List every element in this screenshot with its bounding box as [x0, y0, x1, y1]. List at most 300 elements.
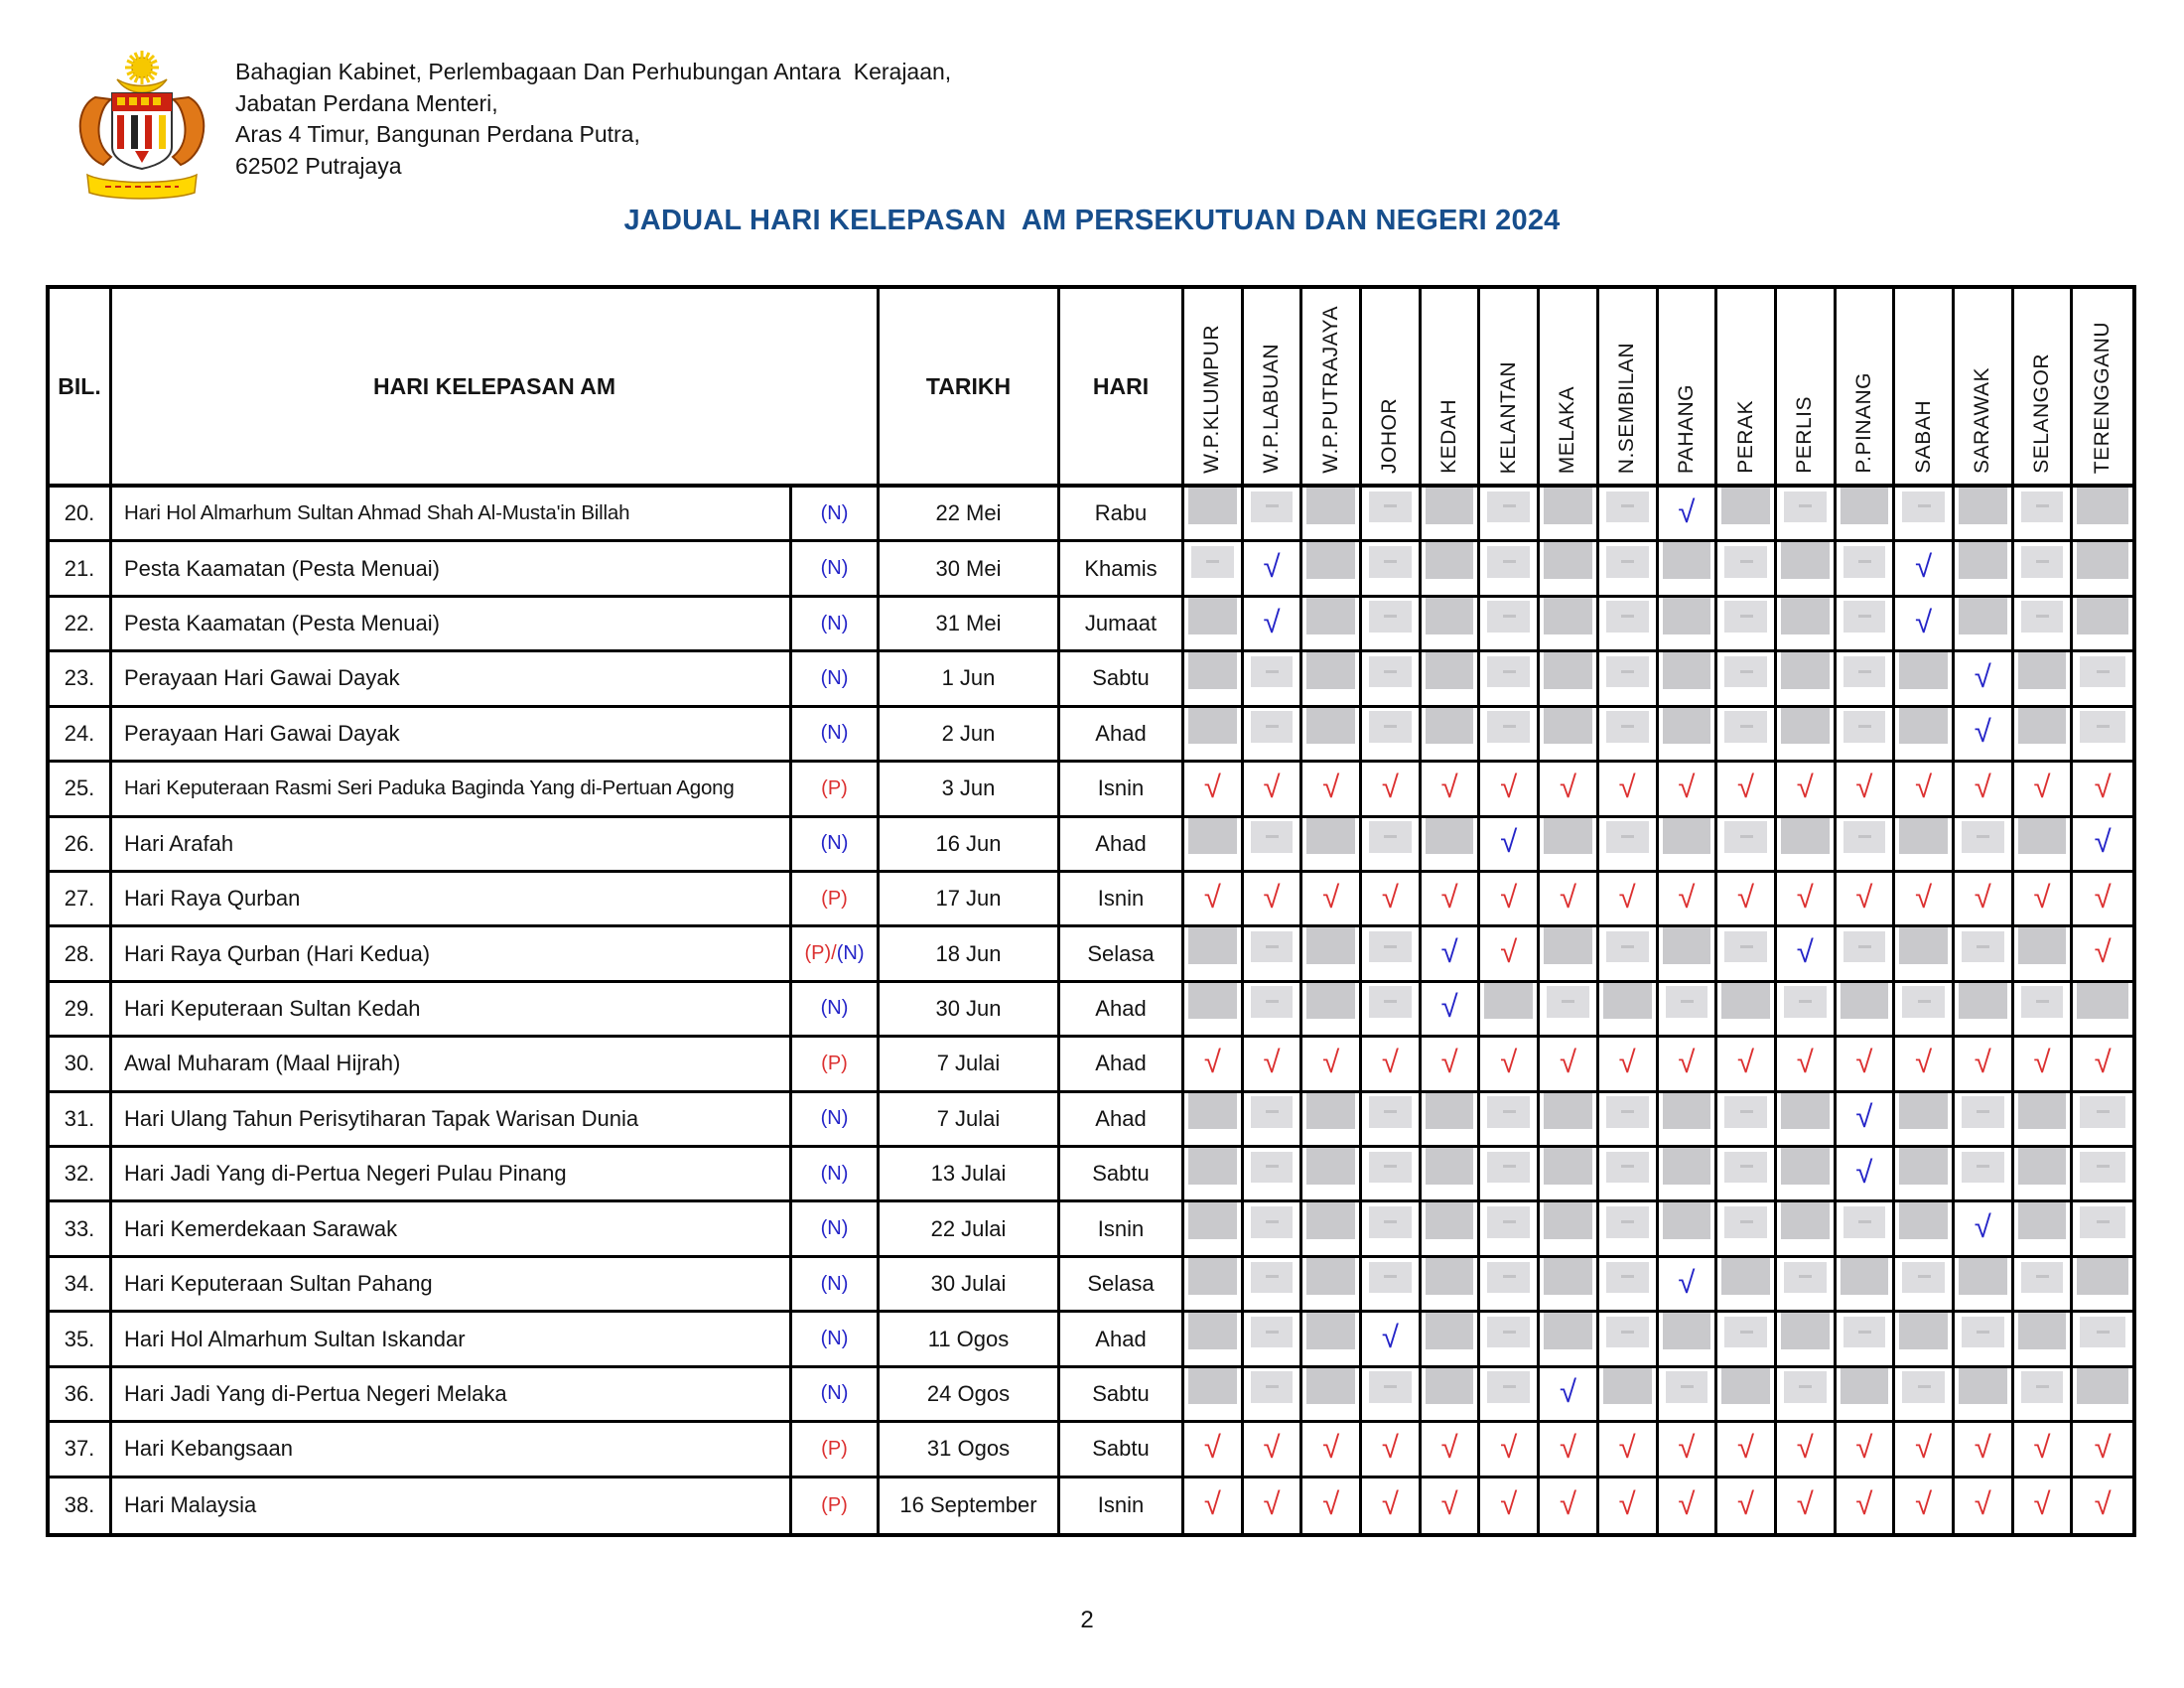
state-cell: [1837, 983, 1896, 1038]
shade-dark-block: [2018, 652, 2067, 689]
state-cell: [1244, 652, 1303, 707]
malaysia-coat-of-arms-logo: [58, 46, 226, 201]
shade-dark-block: [1426, 598, 1474, 634]
row-tarikh: 31 Mei: [880, 598, 1060, 652]
type-marker: (N): [820, 612, 849, 634]
row-tarikh: 31 Ogos: [880, 1423, 1060, 1477]
state-cell: [2073, 1093, 2132, 1148]
shade-dark-block: [1306, 927, 1355, 964]
row-tarikh: 7 Julai: [880, 1093, 1060, 1148]
shade-dark-block: [1484, 983, 1533, 1020]
state-cell: [1540, 1202, 1599, 1257]
state-cell: [1895, 598, 1955, 652]
row-type: [792, 708, 880, 763]
row-hari: Khamis: [1060, 542, 1184, 597]
row-tarikh: 16 Jun: [880, 818, 1060, 873]
check-mark: √: [1322, 1485, 1340, 1521]
row-tarikh: 22 Julai: [880, 1202, 1060, 1257]
state-cell: [1955, 1313, 2014, 1367]
shade-dark-block: [1544, 598, 1592, 634]
check-mark: √: [1737, 1044, 1755, 1079]
shade-dark-block: [1781, 598, 1830, 634]
row-type: [792, 1258, 880, 1313]
shade-light-block: [1487, 1262, 1530, 1293]
row-hari: Sabtu: [1060, 1148, 1184, 1202]
shade-light-block: [1606, 711, 1649, 742]
state-cell: [1184, 542, 1244, 597]
state-cell: [1895, 1202, 1955, 1257]
check-mark: √: [1796, 1429, 1814, 1465]
shade-dark-block: [1663, 818, 1711, 855]
state-label: PERAK: [1733, 400, 1757, 474]
check-mark: √: [1500, 769, 1518, 804]
state-cell: [1895, 652, 1955, 707]
col-header-state-selangor: [2014, 289, 2074, 488]
state-cell: [1837, 708, 1896, 763]
shade-dark-block: [1426, 1258, 1474, 1295]
state-cell: [1540, 488, 1599, 542]
state-cell: [1717, 598, 1777, 652]
type-marker: (N): [820, 1382, 849, 1405]
state-cell: [1362, 818, 1422, 873]
shade-dark-block: [1426, 1093, 1474, 1130]
check-mark: √: [1263, 604, 1281, 639]
state-cell: [2073, 927, 2132, 982]
state-cell: [1955, 1368, 2014, 1423]
check-mark: √: [2033, 879, 2051, 914]
state-cell: [1895, 818, 1955, 873]
state-cell: [1480, 873, 1540, 927]
row-bil: 31.: [50, 1093, 112, 1148]
shade-dark-block: [1603, 983, 1652, 1020]
shade-dark-block: [1544, 1258, 1592, 1295]
row-bil: 26.: [50, 818, 112, 873]
shade-dark-block: [1721, 983, 1770, 1020]
shade-dark-block: [2077, 1258, 2128, 1295]
shade-light-block: [1962, 1317, 2004, 1347]
row-holiday-name: Pesta Kaamatan (Pesta Menuai): [112, 542, 792, 597]
state-cell: [1422, 1093, 1481, 1148]
state-cell: [2014, 873, 2074, 927]
row-holiday-name: Hari Raya Qurban (Hari Kedua): [112, 927, 792, 982]
check-mark: √: [1915, 1429, 1933, 1465]
shade-dark-block: [1188, 1313, 1237, 1349]
row-holiday-name: Hari Keputeraan Rasmi Seri Paduka Baginda Yang di-Pertuan Agong: [112, 763, 792, 817]
shade-light-block: [1251, 656, 1294, 687]
shade-light-block: [1251, 1096, 1294, 1127]
state-cell: [1599, 1258, 1659, 1313]
row-tarikh: 13 Julai: [880, 1148, 1060, 1202]
state-cell: [1717, 1368, 1777, 1423]
check-mark: √: [1381, 1044, 1399, 1079]
state-cell: [1540, 1313, 1599, 1367]
type-marker: (N): [820, 722, 849, 745]
federal-star-icon: [125, 51, 159, 84]
state-cell: [1362, 1313, 1422, 1367]
state-cell: [2073, 1258, 2132, 1313]
shade-light-block: [1962, 821, 2004, 852]
state-cell: [1422, 983, 1481, 1038]
state-cell: [1777, 598, 1837, 652]
shade-dark-block: [1544, 652, 1592, 689]
state-cell: [1244, 542, 1303, 597]
state-cell: [1659, 763, 1718, 817]
state-cell: [2014, 1368, 2074, 1423]
shade-light-block: [1606, 1206, 1649, 1237]
state-cell: [1480, 1093, 1540, 1148]
shade-light-block: [1251, 1317, 1294, 1347]
check-mark: √: [2033, 1429, 2051, 1465]
shade-dark-block: [1781, 1093, 1830, 1130]
state-cell: [1540, 873, 1599, 927]
shade-light-block: [1843, 1206, 1886, 1237]
check-mark: √: [1263, 879, 1281, 914]
row-holiday-name: Hari Hol Almarhum Sultan Iskandar: [112, 1313, 792, 1367]
shade-light-block: [1369, 546, 1412, 577]
shade-dark-block: [1426, 542, 1474, 579]
shade-dark-block: [1306, 1202, 1355, 1239]
shade-dark-block: [2018, 1202, 2067, 1239]
check-mark: √: [1855, 1044, 1873, 1079]
state-label: W.P.LABUAN: [1260, 344, 1284, 474]
state-cell: [1599, 598, 1659, 652]
shade-dark-block: [1306, 708, 1355, 745]
check-mark: √: [1855, 1154, 1873, 1190]
state-cell: [1480, 1313, 1540, 1367]
state-cell: [1659, 818, 1718, 873]
row-holiday-name: Awal Muharam (Maal Hijrah): [112, 1038, 792, 1092]
type-marker: (N): [820, 666, 849, 689]
row-type: [792, 763, 880, 817]
check-mark: √: [1381, 1320, 1399, 1355]
check-mark: √: [1322, 1429, 1340, 1465]
state-cell: [1717, 1202, 1777, 1257]
shade-light-block: [1962, 931, 2004, 962]
check-mark: √: [1440, 879, 1458, 914]
check-mark: √: [1559, 1044, 1576, 1079]
state-cell: [2014, 927, 2074, 982]
state-cell: [1184, 1093, 1244, 1148]
check-mark: √: [1440, 1429, 1458, 1465]
state-cell: [1184, 1148, 1244, 1202]
shade-light-block: [1724, 821, 1767, 852]
check-mark: √: [1855, 879, 1873, 914]
state-cell: [1244, 598, 1303, 652]
row-holiday-name: Hari Kemerdekaan Sarawak: [112, 1202, 792, 1257]
shade-dark-block: [1306, 652, 1355, 689]
shade-dark-block: [1426, 1148, 1474, 1185]
shade-dark-block: [1426, 1202, 1474, 1239]
state-cell: [1184, 873, 1244, 927]
state-cell: [1184, 763, 1244, 817]
state-cell: [2073, 873, 2132, 927]
shade-dark-block: [1781, 708, 1830, 745]
check-mark: √: [1974, 769, 1991, 804]
check-mark: √: [1263, 1429, 1281, 1465]
state-cell: [1599, 1313, 1659, 1367]
type-marker: (N): [820, 557, 849, 580]
row-bil: 20.: [50, 488, 112, 542]
state-cell: [1717, 818, 1777, 873]
state-cell: [1302, 983, 1362, 1038]
row-hari: Sabtu: [1060, 652, 1184, 707]
state-cell: [1955, 1038, 2014, 1092]
state-cell: [1480, 1368, 1540, 1423]
state-cell: [2073, 488, 2132, 542]
row-holiday-name: Hari Kebangsaan: [112, 1423, 792, 1477]
row-hari: Isnin: [1060, 1202, 1184, 1257]
state-cell: [2014, 1093, 2074, 1148]
col-header-bil: BIL.: [50, 289, 112, 488]
shade-light-block: [1784, 986, 1827, 1017]
state-cell: [1540, 983, 1599, 1038]
check-mark: √: [1678, 769, 1696, 804]
shade-light-block: [1902, 1371, 1945, 1402]
col-header-state-pahang: [1659, 289, 1718, 488]
shade-dark-block: [1544, 1202, 1592, 1239]
state-cell: [1837, 652, 1896, 707]
state-cell: [1777, 1038, 1837, 1092]
row-type: [792, 1313, 880, 1367]
state-cell: [1599, 1478, 1659, 1533]
check-mark: √: [1440, 1044, 1458, 1079]
state-cell: [1184, 818, 1244, 873]
shade-dark-block: [1188, 818, 1237, 855]
col-header-state-sabah: [1895, 289, 1955, 488]
row-holiday-name: Hari Arafah: [112, 818, 792, 873]
check-mark: √: [1203, 769, 1221, 804]
state-cell: [1659, 708, 1718, 763]
state-cell: [1717, 488, 1777, 542]
check-mark: √: [1796, 1485, 1814, 1521]
state-cell: [1777, 542, 1837, 597]
shade-dark-block: [1188, 983, 1237, 1020]
state-cell: [2014, 542, 2074, 597]
state-cell: [1599, 542, 1659, 597]
shade-light-block: [1251, 711, 1294, 742]
shade-dark-block: [2077, 542, 2128, 579]
shade-dark-block: [1306, 598, 1355, 634]
state-cell: [1895, 1423, 1955, 1477]
shade-light-block: [1962, 1096, 2004, 1127]
row-holiday-name: Perayaan Hari Gawai Dayak: [112, 652, 792, 707]
shade-dark-block: [2077, 598, 2128, 634]
state-cell: [1955, 873, 2014, 927]
check-mark: √: [1796, 1044, 1814, 1079]
state-cell: [1540, 818, 1599, 873]
shade-light-block: [1724, 546, 1767, 577]
row-bil: 30.: [50, 1038, 112, 1092]
type-marker: (P): [804, 942, 832, 965]
col-header-state-w-p-klumpur: [1184, 289, 1244, 488]
shade-light-block: [1487, 1152, 1530, 1183]
address-line: Bahagian Kabinet, Perlembagaan Dan Perhubungan Antara Kerajaan,: [235, 59, 952, 84]
state-cell: [1777, 1202, 1837, 1257]
type-marker: (P): [821, 776, 848, 799]
state-cell: [1362, 1202, 1422, 1257]
address-line: Aras 4 Timur, Bangunan Perdana Putra,: [235, 121, 640, 147]
state-cell: [2014, 1313, 2074, 1367]
state-cell: [1895, 927, 1955, 982]
state-cell: [2073, 708, 2132, 763]
state-cell: [2073, 1038, 2132, 1092]
state-cell: [1244, 1093, 1303, 1148]
shade-light-block: [1369, 1371, 1412, 1402]
type-marker: (N): [820, 501, 849, 524]
state-cell: [1540, 1368, 1599, 1423]
shade-dark-block: [1899, 818, 1948, 855]
state-cell: [2014, 652, 2074, 707]
col-header-state-sarawak: [1955, 289, 2014, 488]
state-cell: [1837, 1313, 1896, 1367]
shade-light-block: [1724, 1096, 1767, 1127]
shade-light-block: [1724, 1317, 1767, 1347]
state-cell: [2014, 983, 2074, 1038]
state-label: TERENGGANU: [2091, 321, 2115, 474]
col-header-state-perak: [1717, 289, 1777, 488]
shade-light-block: [1666, 1371, 1708, 1402]
type-marker: (N): [820, 1107, 849, 1130]
row-hari: Isnin: [1060, 873, 1184, 927]
coat-of-arms-graphic: [58, 46, 226, 201]
shade-dark-block: [1781, 652, 1830, 689]
state-cell: [1659, 652, 1718, 707]
row-bil: 36.: [50, 1368, 112, 1423]
state-cell: [1895, 1258, 1955, 1313]
state-cell: [1955, 598, 2014, 652]
shade-dark-block: [1841, 488, 1889, 524]
row-type: [792, 1368, 880, 1423]
state-cell: [1955, 488, 2014, 542]
shade-light-block: [1251, 1206, 1294, 1237]
shade-light-block: [1369, 1096, 1412, 1127]
col-header-state-w-p-putrajaya: [1302, 289, 1362, 488]
shade-dark-block: [1959, 488, 2007, 524]
shade-light-block: [1369, 931, 1412, 962]
shade-light-block: [1487, 711, 1530, 742]
state-cell: [1244, 1038, 1303, 1092]
shade-light-block: [1784, 492, 1827, 522]
check-mark: √: [1915, 604, 1933, 639]
state-cell: [1837, 1478, 1896, 1533]
check-mark: √: [1500, 879, 1518, 914]
state-cell: [1717, 1313, 1777, 1367]
shade-light-block: [1251, 821, 1294, 852]
state-label: W.P.PUTRAJAYA: [1318, 306, 1342, 474]
row-type: [792, 598, 880, 652]
shade-light-block: [1666, 986, 1708, 1017]
state-cell: [1184, 1258, 1244, 1313]
check-mark: √: [1855, 769, 1873, 804]
shade-dark-block: [1188, 598, 1237, 634]
shade-light-block: [1487, 492, 1530, 522]
shade-light-block: [1902, 492, 1945, 522]
state-cell: [1422, 1148, 1481, 1202]
state-cell: [1184, 1202, 1244, 1257]
state-cell: [1599, 927, 1659, 982]
shade-dark-block: [1188, 488, 1237, 524]
check-mark: √: [2094, 1429, 2112, 1465]
row-type: [792, 818, 880, 873]
shade-light-block: [1369, 656, 1412, 687]
row-hari: Ahad: [1060, 708, 1184, 763]
check-mark: √: [1381, 769, 1399, 804]
state-label: KELANTAN: [1496, 360, 1520, 474]
check-mark: √: [1678, 1044, 1696, 1079]
state-cell: [1184, 598, 1244, 652]
state-cell: [1244, 873, 1303, 927]
shade-light-block: [1606, 931, 1649, 962]
row-hari: Jumaat: [1060, 598, 1184, 652]
state-cell: [1480, 598, 1540, 652]
row-tarikh: 7 Julai: [880, 1038, 1060, 1092]
state-cell: [1184, 708, 1244, 763]
type-marker: /: [831, 942, 837, 965]
state-cell: [1599, 1093, 1659, 1148]
shade-dark-block: [1544, 488, 1592, 524]
state-cell: [1599, 818, 1659, 873]
state-cell: [1659, 1038, 1718, 1092]
state-cell: [1184, 1368, 1244, 1423]
row-tarikh: 17 Jun: [880, 873, 1060, 927]
type-marker: (P): [821, 1493, 848, 1516]
state-cell: [1717, 763, 1777, 817]
check-mark: √: [1678, 1485, 1696, 1521]
row-tarikh: 18 Jun: [880, 927, 1060, 982]
state-cell: [1955, 1202, 2014, 1257]
state-cell: [1362, 1038, 1422, 1092]
state-label: P.PINANG: [1851, 372, 1875, 474]
state-cell: [1244, 818, 1303, 873]
check-mark: √: [2094, 769, 2112, 804]
state-cell: [2073, 1148, 2132, 1202]
state-cell: [2014, 598, 2074, 652]
check-mark: √: [1500, 1485, 1518, 1521]
shade-light-block: [1962, 1152, 2004, 1183]
state-cell: [1362, 983, 1422, 1038]
shade-dark-block: [1721, 1368, 1770, 1405]
shade-dark-block: [1544, 818, 1592, 855]
shade-light-block: [1487, 1096, 1530, 1127]
shade-light-block: [2080, 1152, 2125, 1183]
shade-light-block: [1606, 1152, 1649, 1183]
shade-light-block: [2021, 601, 2064, 632]
shade-light-block: [2021, 1371, 2064, 1402]
check-mark: √: [1974, 1044, 1991, 1079]
state-cell: [1955, 1258, 2014, 1313]
check-mark: √: [1855, 1429, 1873, 1465]
state-cell: [1895, 873, 1955, 927]
check-mark: √: [1440, 989, 1458, 1025]
state-cell: [1659, 1478, 1718, 1533]
state-cell: [1244, 927, 1303, 982]
row-hari: Isnin: [1060, 1478, 1184, 1533]
check-mark: √: [1974, 714, 1991, 750]
state-cell: [1302, 1148, 1362, 1202]
row-hari: Ahad: [1060, 1038, 1184, 1092]
state-cell: [1244, 983, 1303, 1038]
state-cell: [1302, 598, 1362, 652]
state-cell: [2073, 818, 2132, 873]
shade-dark-block: [1959, 983, 2007, 1020]
shade-light-block: [1369, 492, 1412, 522]
check-mark: √: [1915, 1044, 1933, 1079]
state-cell: [1895, 1478, 1955, 1533]
state-cell: [1837, 598, 1896, 652]
state-cell: [1599, 1202, 1659, 1257]
shade-dark-block: [1663, 542, 1711, 579]
state-cell: [1302, 1313, 1362, 1367]
